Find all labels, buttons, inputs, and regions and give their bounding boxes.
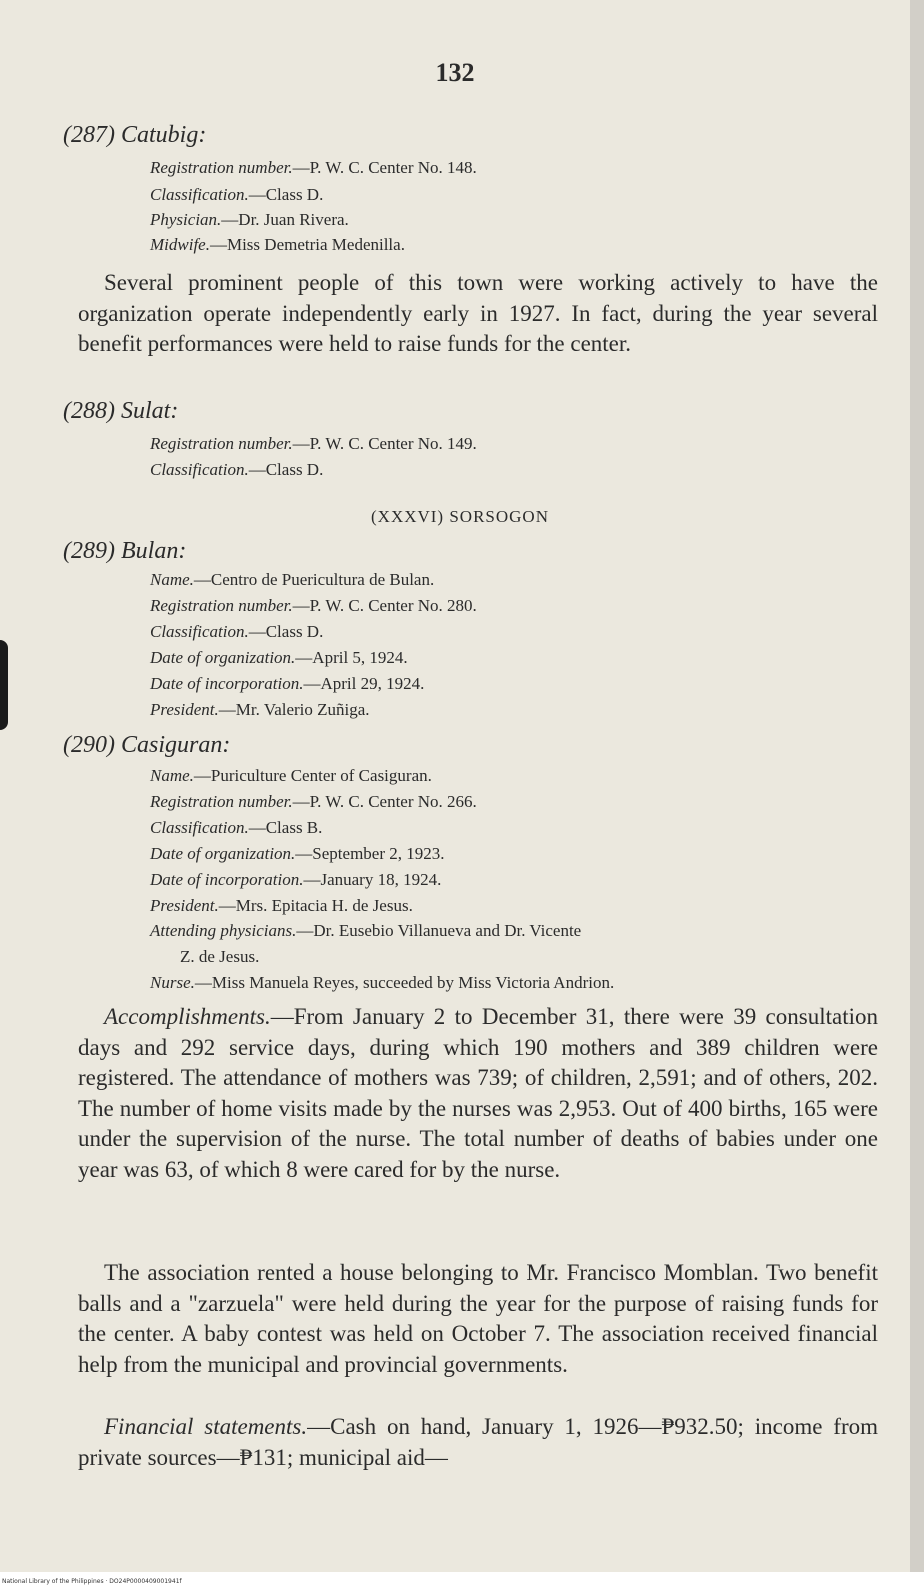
accomplishments-text: —From January 2 to December 31, there were 39 consultation days and 292 service days, during which 190 mothers and 389 children were registered. The attendance of mothers was 739; of children, 2,591; and of others, 202. The number of home visits made by the nurses was 2,953. Out of 400 births, 165 were under the supervision of the nurse. The total number of deaths of babies under one year was 63, of which 8 were cared for by the nurse. — [78, 1004, 878, 1182]
field-label: Registration number. — [150, 158, 293, 177]
entry-287-classification — [150, 185, 323, 205]
field-value: —Class D. — [248, 622, 324, 641]
entry-289-president — [150, 700, 370, 720]
field-label: Midwife. — [150, 235, 210, 254]
entry-287-paragraph — [78, 268, 878, 360]
entry-290-name — [150, 766, 432, 786]
entry-289-heading — [63, 538, 186, 565]
entry-288-place: Sulat: — [120, 398, 179, 424]
scan-footer-text: National Library of the Philippines · DO24P0000409001941f — [2, 1578, 182, 1585]
field-value: —Miss Demetria Medenilla. — [209, 235, 405, 254]
field-value: —P. W. C. Center No. 149. — [292, 434, 477, 453]
field-label: Registration number. — [150, 596, 293, 615]
paragraph-text: Several prominent people of this town were working actively to have the organization operate independently early in 1927. In fact, during the year several benefit performances were held to raise funds for the center. — [78, 270, 878, 357]
page-edge — [910, 0, 924, 1589]
field-value: —Miss Manuela Reyes, succeeded by Miss Victoria Andrion. — [194, 973, 615, 992]
binding-shadow — [0, 640, 8, 730]
field-label: Registration number. — [150, 792, 293, 811]
entry-288-classification — [150, 460, 323, 480]
field-label: Date of organization. — [150, 648, 296, 667]
field-label: Nurse. — [150, 973, 195, 992]
section-title: (XXXVI) SORSOGON — [371, 507, 549, 526]
field-value: —Class B. — [248, 818, 323, 837]
field-label: Date of incorporation. — [150, 674, 304, 693]
entry-290-place: Casiguran: — [120, 732, 231, 758]
field-label: Date of organization. — [150, 844, 296, 863]
field-label: Name. — [150, 570, 194, 589]
entry-290-president — [150, 896, 413, 916]
field-value: —January 18, 1924. — [303, 870, 442, 889]
field-label: Classification. — [150, 818, 249, 837]
field-value: —Dr. Eusebio Villanueva and Dr. Vicente — [296, 921, 582, 940]
field-value: —Dr. Juan Rivera. — [221, 210, 349, 229]
entry-287-midwife — [150, 235, 405, 255]
field-value: —P. W. C. Center No. 148. — [292, 158, 477, 177]
entry-290-financial — [78, 1412, 878, 1473]
entry-290-accomplishments — [78, 1002, 878, 1186]
field-value: —P. W. C. Center No. 280. — [292, 596, 477, 615]
entry-289-organization-date — [150, 648, 408, 668]
entry-289-name — [150, 570, 434, 590]
entry-290-nurse — [150, 973, 614, 993]
field-label: Classification. — [150, 622, 249, 641]
entry-290-incorporation-date — [150, 870, 441, 890]
entry-290-physicians-cont: Z. de Jesus. — [180, 947, 260, 966]
field-label: Date of incorporation. — [150, 870, 304, 889]
entry-287-heading — [63, 122, 206, 149]
field-value: —April 5, 1924. — [295, 648, 408, 667]
financial-label: Financial statements. — [104, 1414, 308, 1439]
entry-287-physician — [150, 210, 349, 230]
field-value: —Centro de Puericultura de Bulan. — [193, 570, 435, 589]
field-value: —Puriculture Center of Casiguran. — [193, 766, 432, 785]
field-label: Physician. — [150, 210, 222, 229]
entry-289-number: (289) — [63, 538, 115, 564]
field-label: Attending physicians. — [150, 921, 297, 940]
entry-287-registration — [150, 158, 477, 178]
entry-288-registration — [150, 434, 477, 454]
field-label: Classification. — [150, 185, 249, 204]
field-label: Registration number. — [150, 434, 293, 453]
field-value: —Class D. — [248, 460, 324, 479]
entry-290-physicians — [150, 921, 581, 941]
field-value: —September 2, 1923. — [295, 844, 445, 863]
entry-289-registration — [150, 596, 477, 616]
entry-289-place: Bulan: — [120, 538, 187, 564]
entry-287-number: (287) — [63, 122, 115, 148]
field-label: President. — [150, 896, 219, 915]
field-label: President. — [150, 700, 219, 719]
entry-290-number: (290) — [63, 732, 115, 758]
entry-290-registration — [150, 792, 477, 812]
entry-289-incorporation-date — [150, 674, 424, 694]
association-text: The association rented a house belonging to Mr. Francisco Momblan. Two benefit balls and a "zarzuela" were held during the year for the purpose of raising funds for the center. A baby contest was held on October 7. The association received financial help from the municipal and provincial governments. — [78, 1260, 878, 1377]
entry-287-place: Catubig: — [120, 122, 207, 148]
entry-290-organization-date — [150, 844, 445, 864]
field-value: —Mr. Valerio Zuñiga. — [218, 700, 370, 719]
entry-290-association — [78, 1258, 878, 1380]
field-value: —P. W. C. Center No. 266. — [292, 792, 477, 811]
entry-290-classification — [150, 818, 322, 838]
field-value: —Class D. — [248, 185, 324, 204]
field-label: Name. — [150, 766, 194, 785]
entry-288-heading — [63, 398, 178, 425]
field-value: —April 29, 1924. — [303, 674, 425, 693]
financial-text: —Cash on hand, January 1, 1926—₱932.50; income from private sources—₱131; municipal aid— — [78, 1414, 878, 1470]
field-label: Classification. — [150, 460, 249, 479]
entry-288-number: (288) — [63, 398, 115, 424]
page-number: 132 — [435, 58, 475, 87]
field-value: —Mrs. Epitacia H. de Jesus. — [218, 896, 413, 915]
entry-290-heading — [63, 732, 230, 759]
accomplishments-label: Accomplishments. — [104, 1004, 271, 1029]
entry-289-classification — [150, 622, 323, 642]
